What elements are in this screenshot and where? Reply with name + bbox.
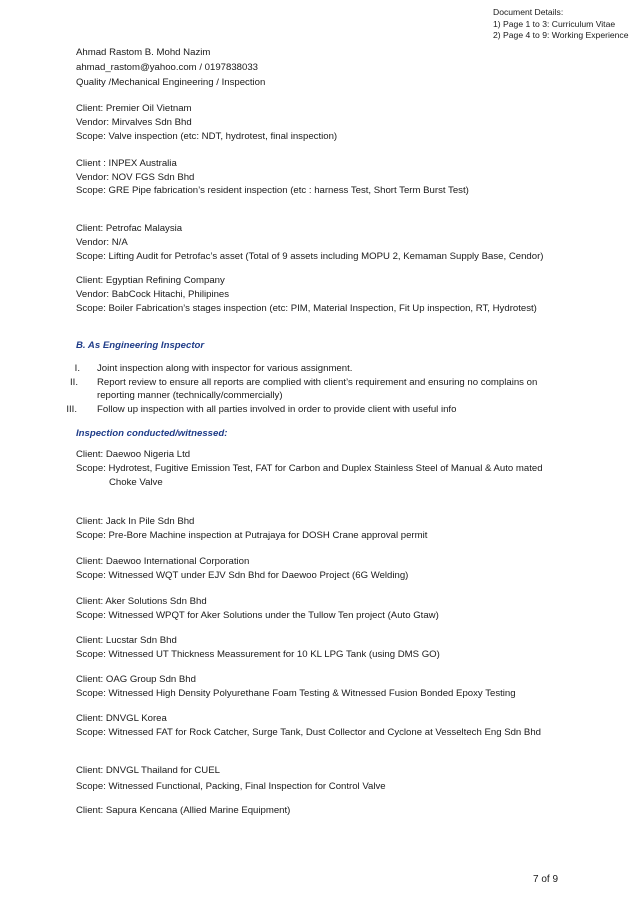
entry-scope: Scope: Hydrotest, Fugitive Emission Test, FAT for Carbon and Duplex Stainless Steel of Manual & Auto mated (76, 463, 543, 474)
document-details-heading: Document Details: (493, 7, 564, 17)
list-item-text-continued: reporting manner (technically/commercially) (97, 390, 283, 401)
entry-scope: Scope: Witnessed Functional, Packing, Final Inspection for Control Valve (76, 781, 386, 792)
entry-scope: Scope: Witnessed WQT under EJV Sdn Bhd for Daewoo Project (6G Welding) (76, 570, 409, 581)
list-item-text: Joint inspection along with inspector for various assignment. (97, 363, 353, 374)
list-item-text: Report review to ensure all reports are complied with client’s requirement and ensuring no complains on (97, 377, 538, 388)
entry-client: Client: Daewoo Nigeria Ltd (76, 449, 191, 460)
document-details-line-2: 2) Page 4 to 9: Working Experience (493, 30, 629, 41)
entry-client: Client: Daewoo International Corporation (76, 556, 250, 567)
profile-contact: ahmad_rastom@yahoo.com / 0197838033 (76, 62, 259, 73)
section-heading: B. As Engineering Inspector (76, 340, 205, 351)
list-item-text: Follow up inspection with all parties involved in order to provide client with useful info (97, 404, 457, 415)
entry-scope: Scope: Lifting Audit for Petrofac’s asset (Total of 9 assets including MOPU 2, Kemaman Supply Base, Cendor) (76, 251, 544, 262)
entry-scope: Scope: Pre-Bore Machine inspection at Putrajaya for DOSH Crane approval permit (76, 530, 428, 541)
entry-scope: Scope: GRE Pipe fabrication’s resident inspection (etc : harness Test, Short Term Burst Test) (76, 185, 469, 196)
entry-vendor: Vendor: BabCock Hitachi, Philipines (76, 289, 230, 300)
page-number: 7 of 9 (533, 874, 559, 885)
list-number: III. (66, 404, 77, 415)
entry-vendor: Vendor: Mirvalves Sdn Bhd (76, 117, 192, 128)
entry-client: Client: Jack In Pile Sdn Bhd (76, 516, 195, 527)
profile-title: Quality /Mechanical Engineering / Inspection (76, 77, 266, 88)
entry-client: Client: DNVGL Thailand for CUEL (76, 765, 220, 776)
entry-scope: Scope: Witnessed High Density Polyurethane Foam Testing & Witnessed Fusion Bonded Epoxy Testing (76, 688, 516, 699)
entry-client: Client: Sapura Kencana (Allied Marine Equipment) (76, 805, 291, 816)
entry-scope: Scope: Boiler Fabrication’s stages inspection (etc: PIM, Material Inspection, Fit Up inspection, RT, Hydrotest) (76, 303, 537, 314)
subsection-heading: Inspection conducted/witnessed: (76, 428, 228, 439)
entry-client: Client: Egyptian Refining Company (76, 275, 225, 286)
entry-client: Client: DNVGL Korea (76, 713, 167, 724)
document-details-line-1: 1) Page 1 to 3: Curriculum Vitae (493, 18, 616, 29)
list-number: II. (70, 377, 78, 388)
entry-client: Client: Aker Solutions Sdn Bhd (76, 596, 207, 607)
entry-scope: Scope: Witnessed WPQT for Aker Solutions under the Tullow Ten project (Auto Gtaw) (76, 610, 439, 621)
entry-vendor: Vendor: N/A (76, 237, 128, 248)
profile-name: Ahmad Rastom B. Mohd Nazim (76, 47, 211, 58)
entry-client: Client : INPEX Australia (76, 158, 177, 169)
entry-client: Client: Petrofac Malaysia (76, 223, 183, 234)
document-details (493, 7, 629, 42)
entry-client: Client: OAG Group Sdn Bhd (76, 674, 196, 685)
entry-scope-continued: Choke Valve (109, 477, 163, 488)
list-number: I. (74, 363, 80, 374)
entry-scope: Scope: Witnessed UT Thickness Meassurement for 10 KL LPG Tank (using DMS GO) (76, 649, 440, 660)
entry-scope: Scope: Witnessed FAT for Rock Catcher, Surge Tank, Dust Collector and Cyclone at Vesseltech Eng Sdn Bhd (76, 727, 542, 738)
entry-client: Client: Premier Oil Vietnam (76, 103, 192, 114)
entry-vendor: Vendor: NOV FGS Sdn Bhd (76, 172, 195, 183)
entry-scope: Scope: Valve inspection (etc: NDT, hydrotest, final inspection) (76, 131, 338, 142)
entry-client: Client: Lucstar Sdn Bhd (76, 635, 177, 646)
